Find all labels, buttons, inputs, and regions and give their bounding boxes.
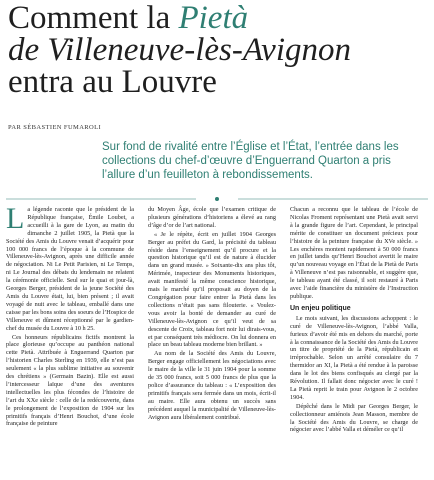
paragraph: du Moyen Âge, école que l’examen critique de plusieurs générations d’historiens a élevé au rang d’âge d’or de l’art national. — [148, 206, 276, 229]
paragraph: Ces honneurs républicains fictifs montrent la place glorieuse qu’occupe au panthéon national cette Pietà. Attribuée à Enguerrand Quarton par l’historien Charles Sterling en 1939, elle n’est pas seulement « la plus sublime initiative au souvenir des chrétiens » (Germain Bazin). Elle est aussi l’intercesseur laïque d’une des aventures intellectuelles les plus fécondes de l’histoire de l’art du XXe siècle : celle de la redécouverte, dans le prolongement de l’exposition de 1904 sur les primitifs français d’Henri Bouchot, d’une école française de peinture — [6, 333, 134, 428]
paragraph — [6, 202, 134, 333]
ornament-divider — [6, 196, 428, 202]
title-line-1 — [8, 2, 428, 34]
lede: Sur fond de rivalité entre l’Église et l’État, l’entrée dans les collections du chef-d’œuvre d’Enguerrand Quarton a pris l’allure d’un feuilleton à rebondissements. — [102, 141, 399, 181]
paragraph: Chacun a reconnu que le tableau de l’école de Nicolas Froment représentant une Pietà avait servi à la grande figure de l’art. Cependant, le principal mérite de constituer un document précieux pour l’histoire de la peinture française du XVe siècle. » Les enchères montent rapidement à 50 000 francs en juillet tandis qu’Henri Bouchot avertit le maire qu’un nouveau voyage en l’État de la Pietà de Paris à Villeneuve n’est pas raisonnable, et suggère que, le tableau ayant été classé, il soit restauré à Paris avec l’aide financière du ministère de l’Instruction publique. — [290, 206, 418, 300]
column-2 — [148, 206, 276, 422]
paragraph: « Je le répète, écrit en juillet 1904 Georges Berger au préfet du Gard, la précisité du tableau réside dans l’enseignement qu’il procure et la question historique qu’il est de nature à élucider dans un grand musée. » Soixante-dix ans plus tôt, Mérimée, inspecteur des Monuments historiques, avait manifesté la même conscience historique, mais le marché qu’il proposait au doyen de la Congrégation pour faire entrer la Pietà dans les collections n’était pas sans filouterie. « Voulez-vous avoir la bonté de demander au curé de Villeneuve-lès-Avignon ce qu’il veut de sa descente de Croix, tableau fort noir lui dirais-vous, et par conséquent très médiocre. On lui donnera en place un beau tableau moderne bien brillant. » — [148, 230, 276, 349]
article-title — [8, 2, 428, 98]
title-line-2: de Villeneuve-lès-Avignon — [8, 32, 351, 68]
paragraph: Dépêché dans le Midi par Georges Berger, le collectionneur amiénois Jean Masson, membre de la Société des Amis du Louvre, se charge de négocier avec l’abbé Valla et déméler ce qu’il — [290, 402, 418, 434]
paragraph: Au nom de la Société des Amis du Louvre, Berger engage officiellement les négociations avec le maire de la ville le 31 juin 1904 pour la somme de 35 000 francs, soit 5 000 francs de plus que la police d’assurance du tableau : « L’exposition des primitifs français sera fermée dans un mois, écrit-il au maire. Elle aura obtenu un succès sans précédent auquel la municipalité de Villeneuve-lès-Avignon aura libéralement contribué. — [148, 350, 276, 421]
column-1 — [6, 202, 134, 429]
title-line-3: entra au Louvre — [8, 64, 217, 100]
drop-cap: L — [6, 202, 25, 235]
paragraph: Le mois suivant, les discussions achoppent : le curé de Villeneuve-lès-Avignon, l’abbé Valla, furieux d’avoir été mis en dehors du marché, porte à la connaissance de la Société des Amis du Louvre un titre de propriété de la Pietà, républicain et irréprochable. Selon un arrêté consulaire du 7 thermidor an XI, la Pietà a été rendue à la paroisse dans le lot des biens confisqués au clergé par la Révolution. Il fallait donc négocier avec le curé ! La Pietà reprit le train pour Avignon le 2 octobre 1904. — [290, 314, 418, 401]
column-3 — [290, 206, 418, 435]
byline: PAR SÉBASTIEN FUMAROLI — [8, 124, 102, 131]
title-emphasis: Pietà — [178, 0, 249, 36]
subheading: Un enjeu politique — [290, 304, 351, 312]
paragraph-text: a légende raconte que le président de la République française, Émile Loubet, a accueilli à la gare de Lyon, au matin du dimanche 2 juillet 1905, la Pietà que la Société des Amis du Louvre venait d’acquérir pour 100 000 francs de l’époque à la commune de Villeneuve-lès-Avignon, après une difficile année de négociation. Ni Le Petit Parisien, ni Le Temps, ni Le Journal des débats du lendemain ne relatent la cérémonie officielle. Seul sur le quai et jour-là, Georges Berger, président de la jeune Société des Amis du Louvre était, lui, bien présent ; il avait voyagé de nuit avec le tableau, emballé dans une caisse par les bons soins des soeurs de l’Hospice de Villeneuve et dûment réceptionné par le gardien-chef du musée du Louvre à 10 h 25. — [6, 206, 134, 332]
title-text: Comment la — [8, 0, 179, 36]
